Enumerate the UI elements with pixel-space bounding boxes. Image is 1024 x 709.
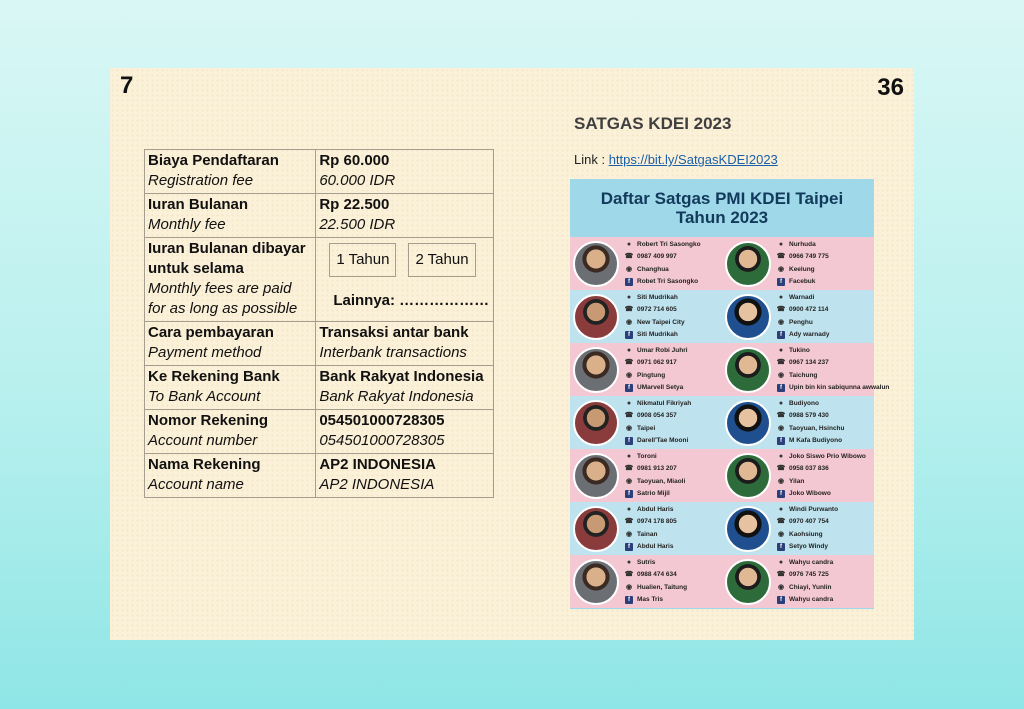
member-grid (570, 237, 890, 608)
person-icon: ● (626, 240, 632, 248)
member-city: Taoyuan, Miaoli (637, 477, 686, 485)
phone-icon: ☎ (776, 306, 786, 313)
member-name-line (625, 292, 685, 305)
phone-icon: ☎ (624, 359, 634, 366)
member-city: Pingtung (637, 371, 666, 379)
member-fb-line (777, 329, 829, 342)
member-name-line (625, 345, 688, 358)
member-city-line (625, 529, 677, 542)
member-phone: 0987 409 997 (637, 253, 677, 260)
member-info (777, 504, 838, 554)
member-fb-line (625, 488, 685, 501)
member-name: Tukino (789, 346, 810, 354)
member-info (625, 292, 685, 342)
member-card (722, 449, 874, 502)
member-fb: Darell'Tae Mooni (637, 437, 689, 444)
member-phone-line (625, 569, 687, 582)
member-city: Taichung (789, 371, 818, 379)
member-fb: Setyo Windy (789, 543, 828, 550)
facebook-icon: f (777, 331, 785, 339)
phone-icon: ☎ (624, 465, 634, 472)
account-number-value: 054501000728305 (319, 412, 445, 429)
member-city-line (625, 317, 685, 330)
member-photo (725, 347, 771, 393)
table-row (145, 150, 494, 194)
page-number-left: 7 (120, 72, 134, 99)
member-info (625, 239, 701, 289)
facebook-icon: f (625, 278, 633, 286)
member-phone: 0908 054 357 (637, 412, 677, 419)
member-city: Keelung (789, 265, 815, 273)
monthly-fee-label-en: Monthly fee (148, 216, 226, 233)
member-name: Robert Tri Sasongko (637, 240, 701, 248)
table-row (145, 238, 494, 322)
member-photo (573, 559, 619, 605)
person-icon: ● (626, 399, 632, 407)
member-name-line (625, 398, 691, 411)
member-name: Toroni (637, 452, 657, 460)
table-row (145, 454, 494, 498)
person-icon: ● (778, 293, 784, 301)
member-fb-line (625, 382, 688, 395)
member-phone: 0966 749 775 (789, 253, 829, 260)
member-phone: 0988 579 430 (789, 412, 829, 419)
member-phone: 0970 407 754 (789, 518, 829, 525)
location-pin-icon: ◉ (625, 583, 633, 591)
member-phone-line (625, 463, 685, 476)
member-phone-line (625, 304, 685, 317)
person-icon: ● (626, 505, 632, 513)
member-photo (573, 400, 619, 446)
member-card (722, 396, 874, 449)
member-photo (573, 347, 619, 393)
person-icon: ● (778, 240, 784, 248)
member-city: New Taipei City (637, 318, 685, 326)
member-phone: 0900 472 114 (789, 306, 829, 313)
member-name: Warnadi (789, 293, 815, 301)
member-phone: 0974 178 805 (637, 518, 677, 525)
member-city-line (777, 317, 829, 330)
member-row (570, 502, 874, 555)
member-name-line (625, 239, 701, 252)
member-city-line (777, 264, 829, 277)
member-name-line (777, 557, 833, 570)
location-pin-icon: ◉ (625, 477, 633, 485)
satgas-link[interactable]: https://bit.ly/SatgasKDEI2023 (608, 152, 778, 167)
facebook-icon: f (777, 437, 785, 445)
member-phone-line (625, 516, 677, 529)
person-icon: ● (626, 452, 632, 460)
person-icon: ● (626, 293, 632, 301)
member-row (570, 396, 874, 449)
member-name: Abdul Haris (637, 505, 674, 513)
member-info (777, 557, 833, 607)
member-name: Wahyu candra (789, 558, 834, 566)
location-pin-icon: ◉ (777, 477, 785, 485)
location-pin-icon: ◉ (625, 530, 633, 538)
member-phone-line (777, 569, 833, 582)
member-card (722, 290, 874, 343)
account-name-value: AP2 INDONESIA (319, 456, 437, 473)
duration-label: Iuran Bulanan dibayar untuk selama (148, 240, 306, 277)
facebook-icon: f (777, 490, 785, 498)
member-info (625, 451, 685, 501)
phone-icon: ☎ (776, 518, 786, 525)
member-fb: Joko Wibowo (789, 490, 831, 497)
member-fb: Wahyu candra (789, 596, 834, 603)
member-name: Budiyono (789, 399, 819, 407)
member-fb: Satrio Mijil (637, 490, 670, 497)
member-info (777, 398, 845, 448)
member-row (570, 290, 874, 343)
member-card (570, 555, 722, 608)
location-pin-icon: ◉ (777, 371, 785, 379)
member-phone-line (625, 357, 688, 370)
member-city-line (777, 476, 866, 489)
person-icon: ● (778, 558, 784, 566)
phone-icon: ☎ (776, 571, 786, 578)
member-phone: 0972 714 605 (637, 306, 677, 313)
member-card (570, 396, 722, 449)
location-pin-icon: ◉ (777, 424, 785, 432)
person-icon: ● (778, 452, 784, 460)
member-city-line (625, 370, 688, 383)
person-icon: ● (778, 346, 784, 354)
member-photo (725, 453, 771, 499)
facebook-icon: f (625, 437, 633, 445)
member-name: Nikmatul Fikriyah (637, 399, 692, 407)
member-city: Tainan (637, 530, 658, 538)
member-city-line (625, 423, 691, 436)
location-pin-icon: ◉ (777, 265, 785, 273)
member-fb: Facebuk (789, 278, 816, 285)
member-info (777, 239, 829, 289)
person-icon: ● (778, 399, 784, 407)
member-name-line (625, 451, 685, 464)
facebook-icon: f (625, 596, 633, 604)
member-info (777, 451, 866, 501)
member-fb: Upin bin kin sabiqunna awwalun (789, 384, 890, 391)
satgas-title: SATGAS KDEI 2023 (574, 114, 732, 133)
member-fb-line (625, 276, 701, 289)
member-photo (725, 241, 771, 287)
member-fb: UMarvell Setya (637, 384, 684, 391)
duration-label-en: Monthly fees are paid for as long as possible (148, 280, 298, 317)
member-name-line (777, 504, 838, 517)
poster-title-line1: Daftar Satgas PMI KDEI Taipei (600, 189, 844, 208)
member-city-line (777, 423, 845, 436)
member-name: Joko Siswo Prio Wibowo (789, 452, 866, 460)
phone-icon: ☎ (624, 412, 634, 419)
payment-method-label-en: Payment method (148, 344, 262, 361)
member-city: Yilan (789, 477, 805, 485)
member-card (722, 502, 874, 555)
member-name-line (777, 451, 866, 464)
poster-title-line2: Tahun 2023 (675, 208, 769, 227)
member-city-line (625, 264, 701, 277)
account-number-label: Nomor Rekening (148, 412, 269, 429)
phone-icon: ☎ (624, 518, 634, 525)
phone-icon: ☎ (776, 465, 786, 472)
phone-icon: ☎ (624, 306, 634, 313)
bank-label: Ke Rekening Bank (148, 368, 280, 385)
member-phone: 0958 037 836 (789, 465, 829, 472)
member-fb: Mas Tris (637, 596, 664, 603)
account-name-value-en: AP2 INDONESIA (319, 476, 435, 493)
registration-fee-value-en: 60.000 IDR (319, 172, 396, 189)
member-card (722, 237, 874, 290)
facebook-icon: f (777, 384, 785, 392)
member-name-line (777, 398, 845, 411)
registration-fee-label: Biaya Pendaftaran (148, 152, 279, 169)
monthly-fee-value: Rp 22.500 (319, 196, 390, 213)
member-photo (573, 294, 619, 340)
location-pin-icon: ◉ (777, 530, 785, 538)
member-card (722, 343, 890, 396)
member-city: Taipei (637, 424, 656, 432)
bank-label-en: To Bank Account (148, 388, 261, 405)
facebook-icon: f (625, 331, 633, 339)
member-info (625, 504, 677, 554)
member-city-line (625, 476, 685, 489)
member-card (570, 449, 722, 502)
facebook-icon: f (777, 278, 785, 286)
phone-icon: ☎ (776, 253, 786, 260)
registration-fee-value: Rp 60.000 (319, 152, 390, 169)
member-phone: 0981 913 207 (637, 465, 677, 472)
member-photo (573, 241, 619, 287)
account-number-value-en: 054501000728305 (319, 432, 445, 449)
member-fb: Robet Tri Sasongko (637, 278, 699, 285)
member-row (570, 555, 874, 608)
table-row (145, 410, 494, 454)
member-info (777, 292, 829, 342)
member-fb-line (777, 594, 833, 607)
bank-value-en: Bank Rakyat Indonesia (319, 388, 474, 405)
member-phone-line (777, 410, 845, 423)
member-name-line (625, 504, 677, 517)
location-pin-icon: ◉ (625, 371, 633, 379)
location-pin-icon: ◉ (625, 265, 633, 273)
member-fb-line (777, 276, 829, 289)
member-fb: M Kafa Budiyono (789, 437, 843, 444)
member-fb-line (777, 435, 845, 448)
member-phone-line (625, 251, 701, 264)
member-name-line (777, 292, 829, 305)
payment-method-value: Transaksi antar bank (319, 324, 469, 341)
member-photo (573, 453, 619, 499)
member-photo (725, 559, 771, 605)
member-city-line (777, 582, 833, 595)
member-row (570, 237, 874, 290)
member-city-line (777, 529, 838, 542)
member-card (570, 237, 722, 290)
monthly-fee-label: Iuran Bulanan (148, 196, 249, 213)
location-pin-icon: ◉ (625, 318, 633, 326)
location-pin-icon: ◉ (625, 424, 633, 432)
member-photo (725, 506, 771, 552)
member-phone-line (777, 357, 889, 370)
account-name-label: Nama Rekening (148, 456, 261, 473)
brochure-spread (110, 68, 914, 640)
payment-method-label: Cara pembayaran (148, 324, 274, 341)
facebook-icon: f (777, 543, 785, 551)
table-row (145, 322, 494, 366)
poster-title (570, 179, 874, 237)
member-card (570, 343, 722, 396)
facebook-icon: f (777, 596, 785, 604)
phone-icon: ☎ (776, 359, 786, 366)
facebook-icon: f (625, 543, 633, 551)
member-phone-line (777, 304, 829, 317)
member-name-line (625, 557, 687, 570)
person-icon: ● (778, 505, 784, 513)
account-number-label-en: Account number (148, 432, 258, 449)
member-city: Changhua (637, 265, 669, 273)
facebook-icon: f (625, 490, 633, 498)
account-name-label-en: Account name (148, 476, 244, 493)
member-phone: 0971 062 917 (637, 359, 677, 366)
facebook-icon: f (625, 384, 633, 392)
member-name-line (777, 345, 889, 358)
monthly-fee-value-en: 22.500 IDR (319, 216, 396, 233)
member-info (625, 398, 691, 448)
member-fb-line (777, 382, 889, 395)
member-fb-line (777, 488, 866, 501)
member-info (625, 345, 688, 395)
member-row (570, 449, 874, 502)
member-phone: 0967 134 237 (789, 359, 829, 366)
member-fb: Siti Mudrikah (637, 331, 678, 338)
member-fb: Abdul Haris (637, 543, 674, 550)
member-name: Siti Mudrikah (637, 293, 678, 301)
member-info (777, 345, 889, 395)
option-1-year[interactable]: 1 Tahun (329, 243, 396, 277)
member-fb: Ady warnady (789, 331, 830, 338)
fee-table (144, 149, 494, 498)
member-phone: 0976 745 725 (789, 571, 829, 578)
member-row (570, 343, 890, 396)
person-icon: ● (626, 346, 632, 354)
member-fb-line (625, 329, 685, 342)
location-pin-icon: ◉ (777, 583, 785, 591)
member-fb-line (625, 594, 687, 607)
member-photo (725, 294, 771, 340)
member-city-line (777, 370, 889, 383)
member-name: Umar Robi Juhri (637, 346, 688, 354)
member-info (625, 557, 687, 607)
member-city: Taoyuan, Hsinchu (789, 424, 845, 432)
location-pin-icon: ◉ (777, 318, 785, 326)
option-other[interactable]: Lainnya: ……………… (333, 292, 490, 309)
member-phone-line (625, 410, 691, 423)
phone-icon: ☎ (776, 412, 786, 419)
page-number-right: 36 (877, 74, 904, 101)
member-name: Nurhuda (789, 240, 816, 248)
member-card (570, 502, 722, 555)
member-name-line (777, 239, 829, 252)
member-phone: 0988 474 634 (637, 571, 677, 578)
link-label: Link : (574, 152, 609, 167)
option-2-year[interactable]: 2 Tahun (408, 243, 475, 277)
member-phone-line (777, 516, 838, 529)
member-phone-line (777, 251, 829, 264)
member-phone-line (777, 463, 866, 476)
member-city: Kaohsiung (789, 530, 823, 538)
member-card (722, 555, 874, 608)
member-name: Windi Purwanto (789, 505, 839, 513)
phone-icon: ☎ (624, 571, 634, 578)
member-fb-line (625, 435, 691, 448)
table-row (145, 194, 494, 238)
member-fb-line (625, 541, 677, 554)
bank-value: Bank Rakyat Indonesia (319, 368, 484, 385)
satgas-poster (570, 179, 890, 609)
person-icon: ● (626, 558, 632, 566)
member-city: Chiayi, Yunlin (789, 583, 832, 591)
member-photo (573, 506, 619, 552)
member-city: Penghu (789, 318, 813, 326)
registration-fee-label-en: Registration fee (148, 172, 254, 189)
phone-icon: ☎ (624, 253, 634, 260)
member-card (570, 290, 722, 343)
satgas-link-line (574, 152, 778, 167)
member-photo (725, 400, 771, 446)
table-row (145, 366, 494, 410)
member-fb-line (777, 541, 838, 554)
payment-method-value-en: Interbank transactions (319, 344, 467, 361)
member-name: Sutris (637, 558, 656, 566)
member-city-line (625, 582, 687, 595)
member-city: Hualien, Taitung (637, 583, 688, 591)
